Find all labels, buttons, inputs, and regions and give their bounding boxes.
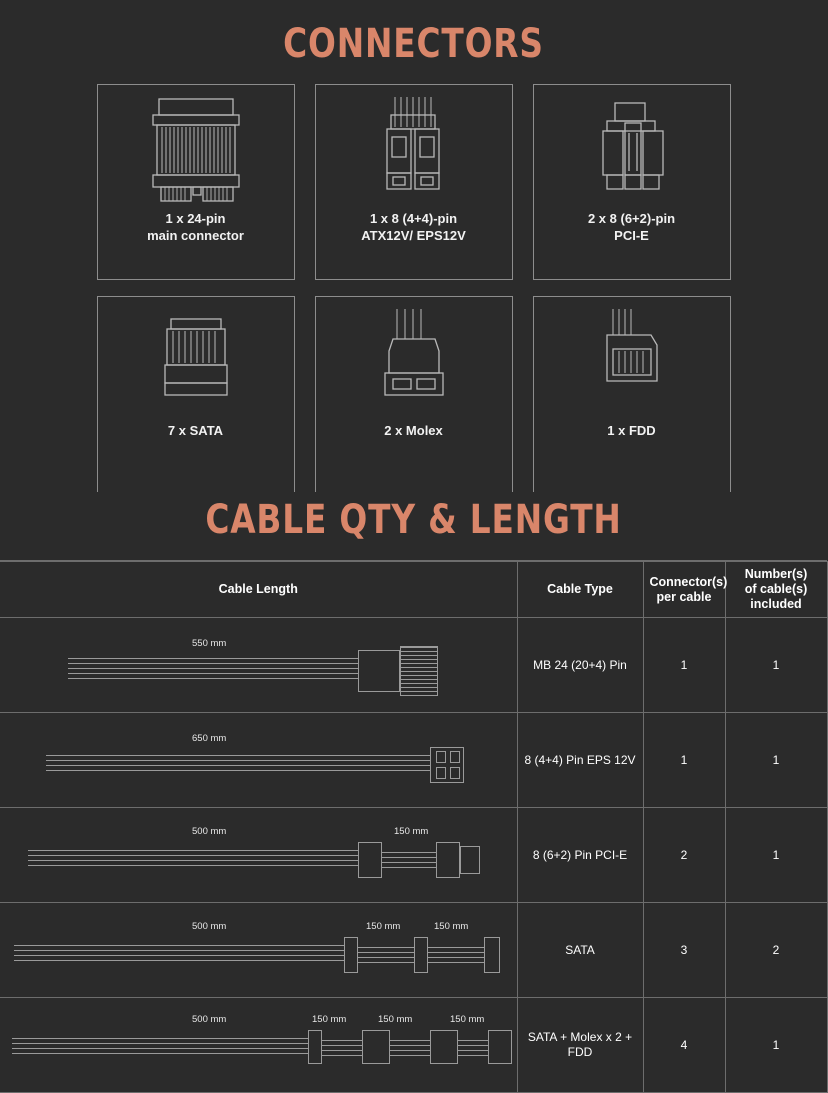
connectors-section-title: CONNECTORS: [283, 21, 544, 67]
connector-label: [315, 422, 513, 439]
cable-diagram-sata-molex-fdd: [6, 1002, 523, 1088]
cable-length-cell: [0, 808, 517, 903]
cable-diagram-pcie: [6, 812, 523, 898]
connector-label-line1: 7 x SATA: [167, 423, 224, 438]
connectors-grid: [0, 84, 827, 492]
cable-type-cell: 8 (6+2) Pin PCI-E: [517, 808, 643, 903]
cable-type-cell: SATA + Molex x 2 + FDD: [517, 998, 643, 1093]
connector-pin: [450, 767, 460, 779]
cable-type-cell: SATA: [517, 903, 643, 998]
table-row: [0, 808, 827, 903]
connector-card-fdd: [533, 296, 731, 492]
wire-bundle: [46, 755, 436, 775]
wire-bundle: [68, 658, 358, 682]
connector-label: [315, 210, 513, 244]
header-number-line3: included: [750, 597, 802, 611]
wire-bundle: [428, 947, 484, 963]
table-header-row: [0, 562, 827, 618]
dimension-label: 150 mm: [312, 1014, 347, 1025]
cable-table: [0, 561, 828, 1093]
cables-included-cell: 1: [725, 713, 827, 808]
dimension-label: 150 mm: [394, 826, 429, 837]
table-row: [0, 998, 827, 1093]
header-connectors-per-cable: [643, 562, 728, 618]
connector-label-line1: 1 x 24-pin: [165, 211, 226, 226]
header-number-line1: Number(s): [744, 567, 808, 581]
wire-bundle: [14, 945, 344, 965]
cable-diagram-sata: [6, 907, 523, 993]
sata-connector: [344, 937, 358, 973]
connector-label: [533, 210, 731, 244]
cables-included-cell: 1: [725, 618, 827, 713]
cables-included-cell: 2: [725, 903, 827, 998]
dimension-label: 150 mm: [378, 1014, 413, 1025]
cable-length-cell: [0, 618, 517, 713]
connector-body: [436, 842, 460, 878]
connector-pin: [436, 767, 446, 779]
dimension-label: 150 mm: [366, 921, 401, 932]
cable-type-cell: 8 (4+4) Pin EPS 12V: [517, 713, 643, 808]
wire-bundle: [382, 852, 436, 868]
cables-included-cell: 1: [725, 808, 827, 903]
cable-section-title: CABLE QTY & LENGTH: [205, 497, 622, 543]
header-cables-included: [725, 562, 827, 618]
table-row: [0, 903, 827, 998]
connector-label-line2: PCI-E: [614, 228, 649, 243]
connector-body: [358, 842, 382, 878]
table-row: [0, 713, 827, 808]
connector-label-line1: 2 x 8 (6+2)-pin: [587, 211, 676, 226]
wire-bundle: [458, 1040, 488, 1056]
connector-label-line2: main connector: [147, 228, 244, 243]
wire-bundle: [390, 1040, 430, 1056]
wire-bundle: [28, 850, 358, 870]
connector-label: [97, 210, 295, 244]
header-cable-type: Cable Type: [517, 562, 643, 618]
connector-card-eps8: [315, 84, 513, 280]
molex-connector: [362, 1030, 390, 1064]
molex-connector-icon: [315, 304, 513, 422]
wire-bundle: [322, 1040, 362, 1056]
connector-card-molex: [315, 296, 513, 492]
sata-connector: [308, 1030, 322, 1064]
connector-label-line1: 1 x 8 (4+4)-pin: [369, 211, 458, 226]
header-connectors-line1: Connector(s): [649, 574, 728, 589]
cable-diagram-mb24: [6, 622, 523, 708]
sata-connector: [414, 937, 428, 973]
dimension-label: 500 mm: [192, 1014, 227, 1025]
sata-connector-icon: [97, 304, 295, 422]
connector-pin: [450, 751, 460, 763]
dimension-label: 550 mm: [192, 638, 227, 649]
connector-label-line2: ATX12V/ EPS12V: [361, 228, 466, 243]
cable-type-cell: MB 24 (20+4) Pin: [517, 618, 643, 713]
sata-connector: [484, 937, 500, 973]
dimension-label: 500 mm: [192, 921, 227, 932]
connector-label-line1: 2 x Molex: [384, 423, 443, 438]
cable-length-cell: [0, 903, 517, 998]
connectors-per-cable-cell: 2: [643, 808, 725, 903]
cable-length-cell: [0, 998, 517, 1093]
dimension-label: 650 mm: [192, 733, 227, 744]
connectors-per-cable-cell: 1: [643, 713, 725, 808]
connector-card-atx24: [97, 84, 295, 280]
connector-label-line1: 1 x FDD: [607, 423, 656, 438]
molex-connector: [430, 1030, 458, 1064]
connector-end: [460, 846, 480, 874]
connector-pins: [400, 646, 438, 696]
connector-body: [358, 650, 400, 692]
connector-pin: [436, 751, 446, 763]
pcie-8pin-connector-icon: [533, 92, 731, 210]
fdd-connector: [488, 1030, 512, 1064]
cable-diagram-eps: [6, 717, 523, 803]
eps-8pin-connector-icon: [315, 92, 513, 210]
dimension-label: 500 mm: [192, 826, 227, 837]
fdd-connector-icon: [533, 304, 731, 422]
connector-card-sata: [97, 296, 295, 492]
connectors-per-cable-cell: 4: [643, 998, 725, 1093]
wire-bundle: [12, 1038, 308, 1058]
header-connectors-line2: per cable: [656, 589, 712, 604]
connector-label: [533, 422, 731, 439]
header-number-line2: of cable(s): [744, 582, 808, 596]
cables-included-cell: 1: [725, 998, 827, 1093]
dimension-label: 150 mm: [434, 921, 469, 932]
cable-length-cell: [0, 713, 517, 808]
atx-24pin-connector-icon: [97, 92, 295, 210]
table-row: [0, 618, 827, 713]
connector-card-pcie: [533, 84, 731, 280]
cable-table-container: [0, 560, 827, 1093]
connector-label: [97, 422, 295, 439]
header-cable-length: Cable Length: [0, 562, 517, 618]
connectors-per-cable-cell: 1: [643, 618, 725, 713]
dimension-label: 150 mm: [450, 1014, 485, 1025]
connectors-per-cable-cell: 3: [643, 903, 725, 998]
wire-bundle: [358, 947, 414, 963]
